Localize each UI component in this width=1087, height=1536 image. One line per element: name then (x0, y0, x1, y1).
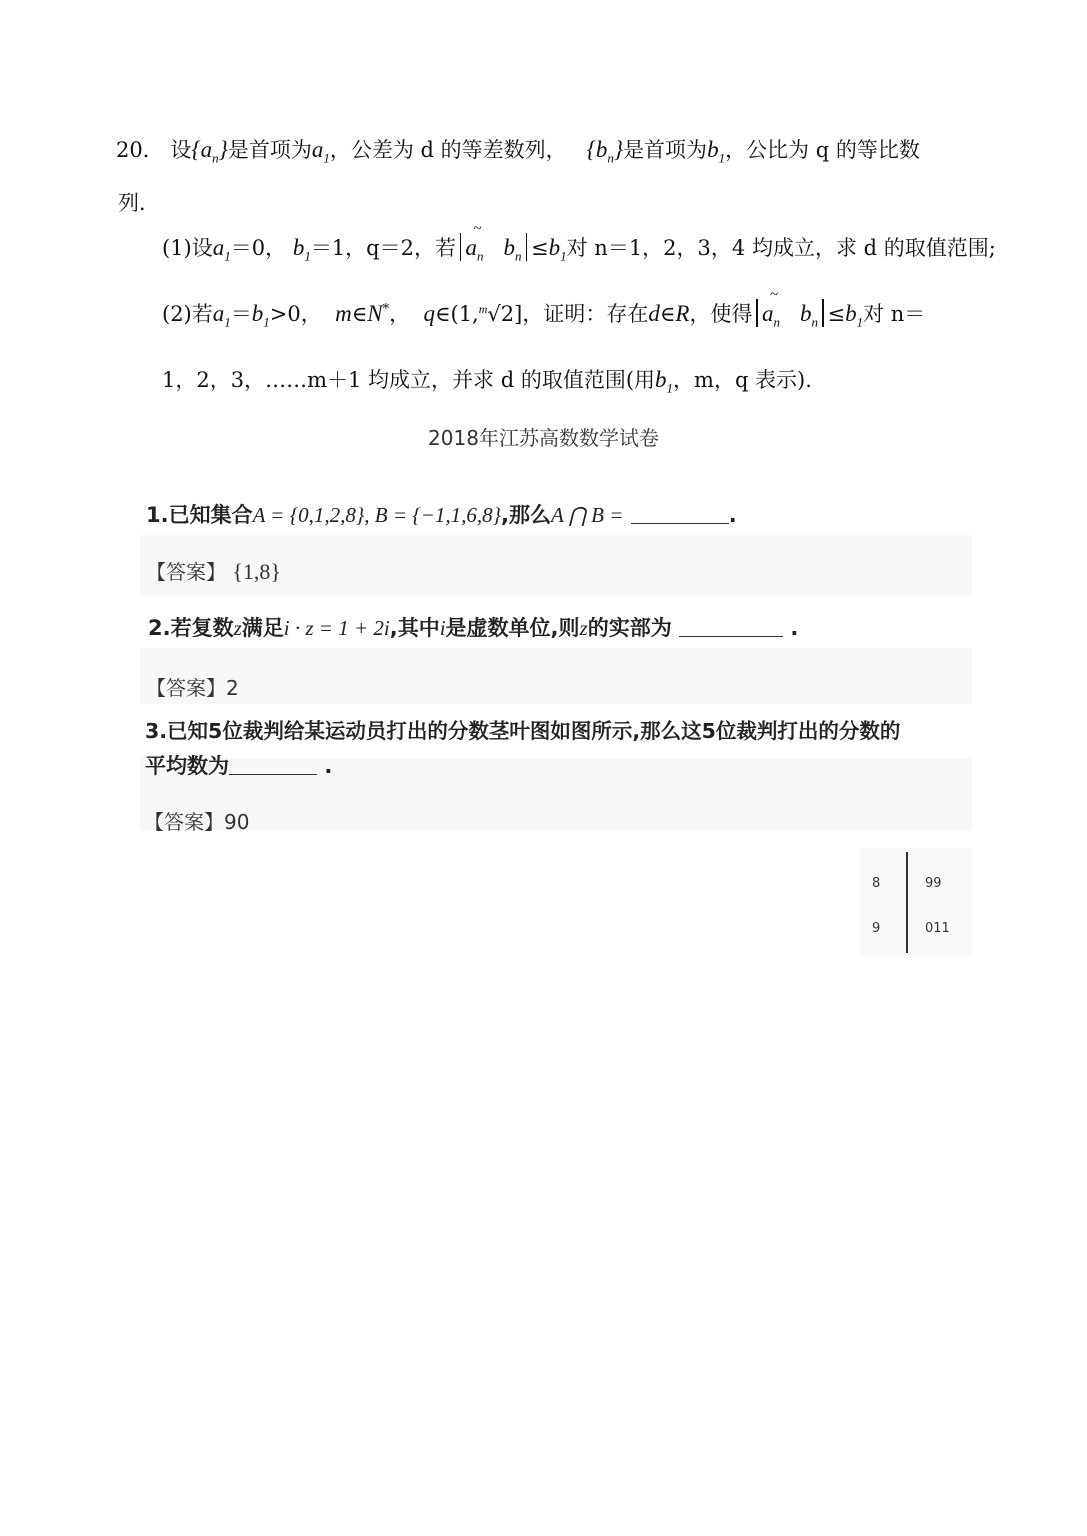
stem-leaf-divider (906, 852, 908, 953)
stem-leaf-leaves-1: 99 (925, 876, 942, 891)
sequence-a: $\{a_n\}$ (191, 137, 228, 166)
question-3-line1: 3.已知5位裁判给某运动员打出的分数茎叶图如图所示,那么这5位裁判打出的分数的 (145, 719, 901, 743)
answer-2: 【答案】2 (146, 676, 239, 700)
exam-title: 2018年江苏高数数学试卷 (428, 426, 659, 450)
problem-number: 20． (116, 138, 164, 162)
answer-1: 【答案】 {1,8} (146, 559, 281, 584)
sequence-b: $\{b_n\}$ (586, 137, 624, 166)
b1: $b_1$ (707, 137, 726, 166)
question-2: 2.若复数z满足i · z = 1 + 2i,其中i是虚数单位,则z的实部为 . (148, 616, 799, 640)
stem-leaf-leaves-2: 011 (925, 921, 950, 936)
stem-leaf-stem-1: 8 (872, 876, 881, 891)
problem-20-part2: (2)若$a_1=b_1>0$， m∈N*， q∈(1,$^m$√2]，证明：存在d∈R，使得~ $a_n$ $b_n \le b_1$对 n＝ (162, 298, 925, 331)
answer-3: 【答案】90 (144, 810, 250, 834)
problem-20-line1: 20． 设$\{a_n\}$是首项为$a_1$，公差为 d 的等差数列， $\{b_n\}$是首项为$b_1$，公比为 q 的等比数 (116, 137, 920, 166)
question-3-line2: 平均数为 . (145, 754, 333, 778)
stem-leaf-stem-2: 9 (872, 921, 881, 936)
problem-20-part1: (1)设$a_1=0$， $b_1=1$，q＝2，若~ $a_n$ $b_n \le b_1$对 n＝1，2，3，4 均成立，求 d 的取值范围; (162, 232, 996, 265)
question-1: 1.已知集合A = {0,1,2,8}, B = {−1,1,6,8},那么A ⋂ B = . (146, 503, 737, 527)
problem-20-part2-line2: 1，2，3，……m＋1 均成立，并求 d 的取值范围(用$b_1$，m，q 表示). (162, 367, 812, 396)
problem-20-line2: 列． (118, 191, 160, 215)
a1: $a_1$ (311, 137, 330, 166)
